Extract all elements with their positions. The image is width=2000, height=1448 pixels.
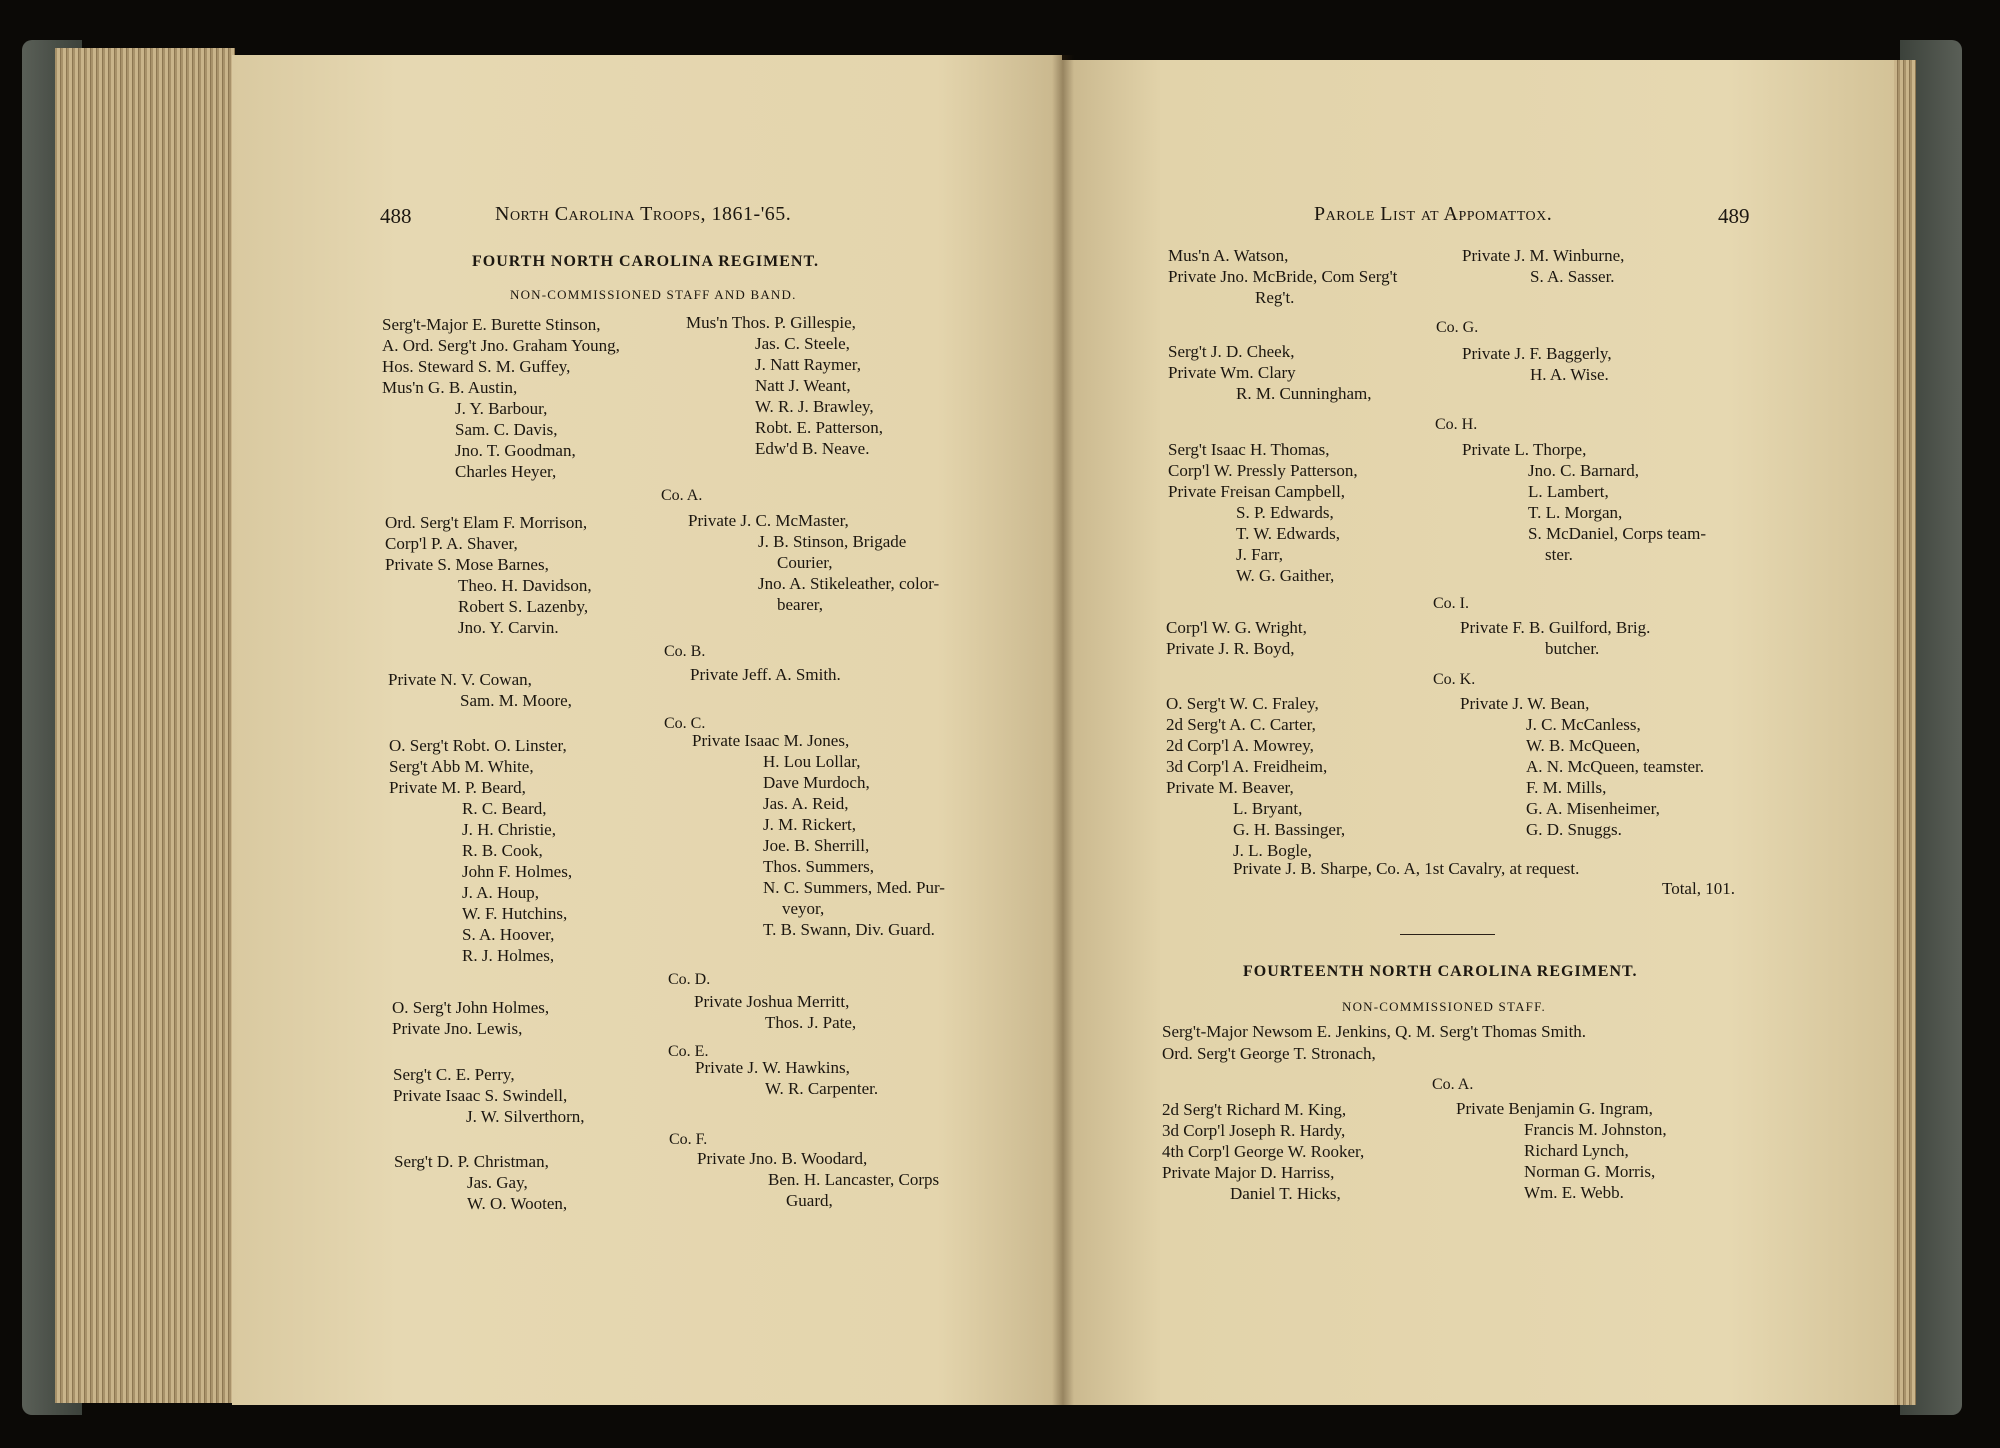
list-item: Private F. B. Guilford, Brig. [1460,618,1651,637]
list-item: Serg't-Major E. Burette Stinson, [382,315,601,334]
list-item: Private Isaac S. Swindell, [393,1086,568,1105]
regiment-title: FOURTH NORTH CAROLINA REGIMENT. [472,253,819,270]
list-item: Dave Murdoch, [763,773,870,792]
list-item: Private M. P. Beard, [389,778,526,797]
list-item: N. C. Summers, Med. Pur- [763,878,945,897]
list-item: A. Ord. Serg't Jno. Graham Young, [382,336,620,355]
list-item: Serg't J. D. Cheek, [1168,342,1295,361]
list-item: Reg't. [1255,288,1295,307]
list-item: Courier, [777,553,833,572]
page-edges-left [55,48,235,1403]
company-heading: Co. I. [1433,595,1469,612]
list-item: H. A. Wise. [1530,365,1609,384]
list-item: Norman G. Morris, [1524,1162,1656,1181]
list-item: G. D. Snuggs. [1526,820,1622,839]
list-item: Jno. A. Stikeleather, color- [758,574,940,593]
list-item: Jas. Gay, [467,1173,528,1192]
list-item: Mus'n A. Watson, [1168,246,1289,265]
list-item: S. McDaniel, Corps team- [1528,524,1706,543]
list-item: J. W. Silverthorn, [466,1107,585,1126]
company-heading: Co. C. [664,715,706,732]
list-item: R. M. Cunningham, [1236,384,1372,403]
list-item: Private L. Thorpe, [1462,440,1587,459]
list-item: Private Jeff. A. Smith. [690,665,841,684]
list-item: 2d Serg't A. C. Carter, [1166,715,1316,734]
list-item: Private J. C. McMaster, [688,511,849,530]
list-item: W. R. Carpenter. [765,1079,879,1098]
right-running-head: Parole List at Appomattox. [1314,203,1553,225]
list-item: J. A. Houp, [462,883,539,902]
list-item: Francis M. Johnston, [1524,1120,1667,1139]
list-item: Private Major D. Harriss, [1162,1163,1335,1182]
list-item: Robert S. Lazenby, [458,597,589,616]
list-item: R. C. Beard, [462,799,547,818]
list-item: 3d Corp'l Joseph R. Hardy, [1162,1121,1346,1140]
list-item: Private J. M. Winburne, [1462,246,1625,265]
list-item: S. P. Edwards, [1236,503,1334,522]
company-heading: Co. G. [1436,319,1479,336]
list-item: Ord. Serg't Elam F. Morrison, [385,513,588,532]
list-item: G. A. Misenheimer, [1526,799,1660,818]
list-item: Daniel T. Hicks, [1230,1184,1341,1203]
list-item: O. Serg't Robt. O. Linster, [389,736,567,755]
list-item: Corp'l W. G. Wright, [1166,618,1307,637]
list-item: J. Natt Raymer, [755,355,862,374]
total-count: Total, 101. [1662,879,1735,898]
company-heading: Co. B. [664,643,706,660]
list-item: W. B. McQueen, [1526,736,1641,755]
list-item: W. G. Gaither, [1236,566,1335,585]
list-item: A. N. McQueen, teamster. [1526,757,1704,776]
list-item: J. H. Christie, [462,820,556,839]
list-item: L. Bryant, [1233,799,1303,818]
company-heading: Co. F. [669,1131,708,1148]
list-item: Sam. M. Moore, [460,691,572,710]
company-heading: Co. K. [1433,671,1476,688]
list-item: J. Y. Barbour, [455,399,548,418]
list-item: J. B. Stinson, Brigade [758,532,907,551]
list-item: 2d Serg't Richard M. King, [1162,1100,1347,1119]
list-item: T. L. Morgan, [1528,503,1623,522]
list-item: Jno. T. Goodman, [455,441,576,460]
list-item: Ben. H. Lancaster, Corps [768,1170,940,1189]
list-item: Charles Heyer, [455,462,557,481]
list-item: ster. [1545,545,1573,564]
list-item: Jno. Y. Carvin. [458,618,559,637]
list-item: Corp'l W. Pressly Patterson, [1168,461,1358,480]
list-item: F. M. Mills, [1526,778,1607,797]
list-item: Thos. J. Pate, [765,1013,857,1032]
company-heading: Co. A. [661,487,703,504]
list-item: Private S. Mose Barnes, [385,555,549,574]
list-item: H. Lou Lollar, [763,752,861,771]
list-item: Serg't D. P. Christman, [394,1152,549,1171]
list-item: J. M. Rickert, [763,815,857,834]
right-page-number: 489 [1718,204,1750,228]
list-item: Mus'n G. B. Austin, [382,378,518,397]
list-item: Corp'l P. A. Shaver, [385,534,518,553]
list-item: 2d Corp'l A. Mowrey, [1166,736,1314,755]
list-item: Private Isaac M. Jones, [692,731,850,750]
list-item: J. L. Bogle, [1233,841,1312,860]
section-title: NON-COMMISSIONED STAFF AND BAND. [510,287,797,302]
list-item: Sam. C. Davis, [455,420,558,439]
left-running-head: North Carolina Troops, 1861-'65. [495,203,792,225]
left-page-number: 488 [380,204,412,228]
list-item: Serg't Abb M. White, [389,757,534,776]
list-item: O. Serg't W. C. Fraley, [1166,694,1319,713]
company-heading: Co. D. [668,971,711,988]
list-item: veyor, [782,899,825,918]
book-gutter [1052,55,1074,1405]
list-item: J. C. McCanless, [1526,715,1641,734]
list-item: Serg't C. E. Perry, [393,1065,515,1084]
list-item: Serg't Isaac H. Thomas, [1168,440,1330,459]
list-item: W. O. Wooten, [467,1194,568,1213]
list-item: Ord. Serg't George T. Stronach, [1162,1044,1376,1063]
list-item: R. B. Cook, [462,841,543,860]
company-heading: Co. A. [1432,1076,1474,1093]
list-item: Private Jno. Lewis, [392,1019,523,1038]
regiment-title: FOURTEENTH NORTH CAROLINA REGIMENT. [1243,963,1638,980]
list-item: W. R. J. Brawley, [755,397,874,416]
section-divider [1400,934,1495,935]
list-item: T. B. Swann, Div. Guard. [763,920,935,939]
list-item: O. Serg't John Holmes, [392,998,550,1017]
list-item: J. Farr, [1236,545,1284,564]
list-item: G. H. Bassinger, [1233,820,1346,839]
list-item: bearer, [777,595,824,614]
list-item: Private Freisan Campbell, [1168,482,1346,501]
list-item: Private Joshua Merritt, [694,992,850,1011]
list-item: Hos. Steward S. M. Guffey, [382,357,571,376]
list-item: Theo. H. Davidson, [458,576,592,595]
list-item: Joe. B. Sherrill, [763,836,870,855]
list-item: Mus'n Thos. P. Gillespie, [686,313,856,332]
list-item: Private J. F. Baggerly, [1462,344,1612,363]
company-heading: Co. E. [668,1043,709,1060]
list-item: T. W. Edwards, [1236,524,1341,543]
list-item: Private Jno. McBride, Com Serg't [1168,267,1398,286]
list-item: Wm. E. Webb. [1524,1183,1624,1202]
list-item: Private J. R. Boyd, [1166,639,1295,658]
list-item: Private Jno. B. Woodard, [697,1149,868,1168]
list-item: S. A. Hoover, [462,925,555,944]
list-item: 3d Corp'l A. Freidheim, [1166,757,1328,776]
list-item: S. A. Sasser. [1530,267,1615,286]
list-item: Private N. V. Cowan, [388,670,532,689]
list-item: Natt J. Weant, [755,376,851,395]
section-title: NON-COMMISSIONED STAFF. [1342,999,1546,1014]
list-item: Jno. C. Barnard, [1528,461,1639,480]
list-item: W. F. Hutchins, [462,904,568,923]
list-item: Robt. E. Patterson, [755,418,883,437]
list-item: Private Benjamin G. Ingram, [1456,1099,1653,1118]
list-item: Private J. W. Hawkins, [695,1058,850,1077]
list-item: Private J. W. Bean, [1460,694,1590,713]
list-item: butcher. [1545,639,1600,658]
list-item: Thos. Summers, [763,857,874,876]
list-item: R. J. Holmes, [462,946,555,965]
special-note: Private J. B. Sharpe, Co. A, 1st Cavalry, at request. [1233,859,1580,878]
list-item: 4th Corp'l George W. Rooker, [1162,1142,1365,1161]
list-item: Edw'd B. Neave. [755,439,870,458]
list-item: Jas. C. Steele, [755,334,850,353]
list-item: L. Lambert, [1528,482,1609,501]
list-item: Jas. A. Reid, [763,794,849,813]
list-item: Private Wm. Clary [1168,363,1296,382]
list-item: Guard, [786,1191,833,1210]
list-item: Serg't-Major Newsom E. Jenkins, Q. M. Serg't Thomas Smith. [1162,1022,1587,1041]
list-item: Richard Lynch, [1524,1141,1629,1160]
company-heading: Co. H. [1435,416,1478,433]
list-item: John F. Holmes, [462,862,573,881]
list-item: Private M. Beaver, [1166,778,1294,797]
